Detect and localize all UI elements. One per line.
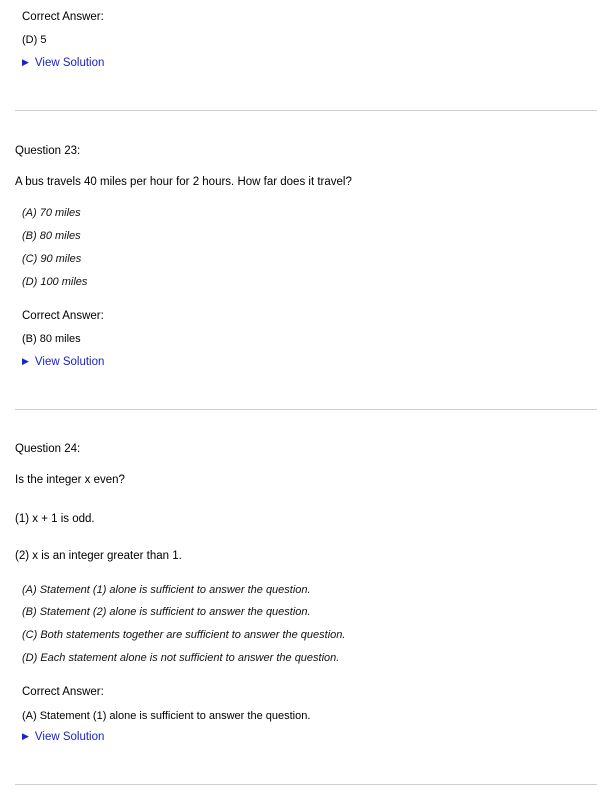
question-title: Question 24:: [15, 443, 81, 455]
answer-option: (C) Both statements together are sufficient to answer the question.: [22, 629, 346, 641]
view-solution-toggle[interactable]: [22, 56, 104, 70]
correct-answer-value: (B) 80 miles: [22, 333, 81, 345]
view-solution-label: View Solution: [34, 57, 105, 69]
view-solution-toggle[interactable]: [22, 355, 104, 369]
section-divider: [15, 784, 597, 785]
question-title: Question 23:: [15, 145, 81, 157]
view-solution-label: View Solution: [34, 731, 105, 743]
statement-1: (1) x + 1 is odd.: [15, 513, 95, 525]
answer-option: (D) 100 miles: [22, 276, 88, 288]
triangle-right-icon: ▶: [22, 731, 29, 741]
triangle-right-icon: ▶: [22, 57, 29, 67]
section-divider: [15, 409, 597, 410]
answer-option: (D) Each statement alone is not sufficient to answer the question.: [22, 652, 340, 664]
correct-answer-value: (D) 5: [22, 34, 47, 46]
answer-option: (B) 80 miles: [22, 230, 81, 242]
view-solution-label: View Solution: [34, 356, 105, 368]
correct-answer-label: Correct Answer:: [22, 310, 104, 322]
answer-option: (A) Statement (1) alone is sufficient to answer the question.: [22, 584, 311, 596]
answer-option: (A) 70 miles: [22, 207, 81, 219]
answer-option: (B) Statement (2) alone is sufficient to answer the question.: [22, 606, 311, 618]
correct-answer-label: Correct Answer:: [22, 686, 104, 698]
section-divider: [15, 110, 597, 111]
triangle-right-icon: ▶: [22, 356, 29, 366]
question-text: A bus travels 40 miles per hour for 2 hours. How far does it travel?: [15, 176, 352, 188]
answer-option: (C) 90 miles: [22, 253, 82, 265]
statement-2: (2) x is an integer greater than 1.: [15, 550, 182, 562]
question-text: Is the integer x even?: [15, 474, 125, 486]
view-solution-toggle[interactable]: [22, 730, 104, 744]
correct-answer-value: (A) Statement (1) alone is sufficient to answer the question.: [22, 710, 311, 722]
correct-answer-label: Correct Answer:: [22, 11, 104, 23]
